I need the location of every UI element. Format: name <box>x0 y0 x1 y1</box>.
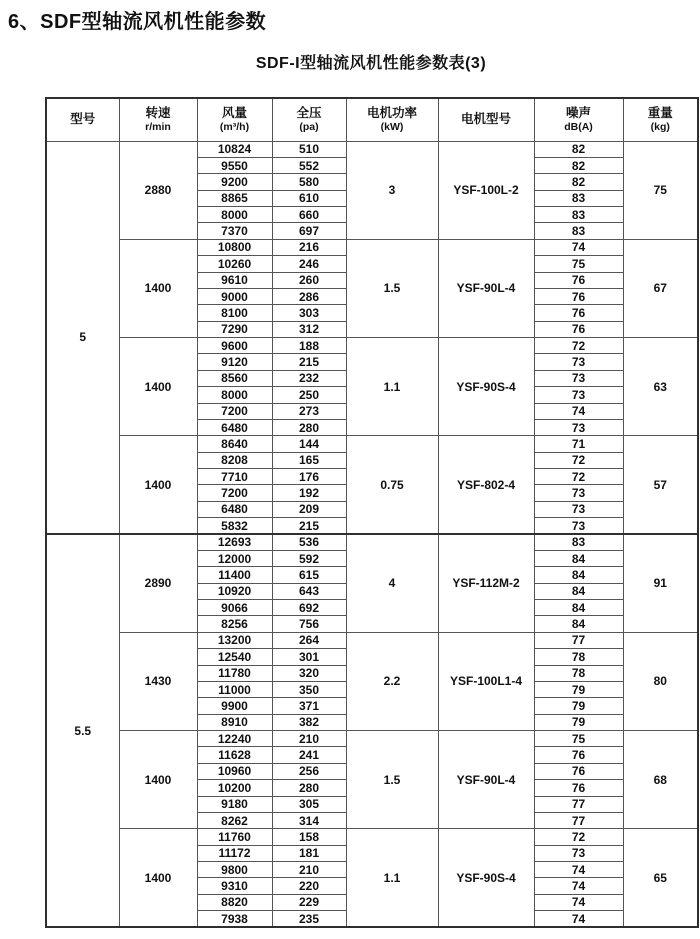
cell-pressure: 241 <box>272 747 346 763</box>
cell-airflow: 11628 <box>197 747 272 763</box>
cell-airflow: 11780 <box>197 665 272 681</box>
table-row <box>46 239 698 255</box>
cell-airflow: 10260 <box>197 256 272 272</box>
cell-noise: 76 <box>534 288 623 304</box>
cell-pressure: 232 <box>272 370 346 386</box>
column-header-5 <box>438 98 534 141</box>
column-label: 转速 <box>145 105 171 120</box>
cell-airflow: 8208 <box>197 452 272 468</box>
cell-noise: 73 <box>534 501 623 517</box>
cell-airflow: 11000 <box>197 681 272 697</box>
cell-airflow: 9066 <box>197 600 272 616</box>
cell-motor: YSF-90L-4 <box>438 731 534 829</box>
cell-airflow: 8000 <box>197 387 272 403</box>
cell-noise: 78 <box>534 665 623 681</box>
cell-motor: YSF-112M-2 <box>438 534 534 632</box>
column-unit: (pa) <box>299 121 319 134</box>
cell-pressure: 144 <box>272 436 346 452</box>
cell-airflow: 9600 <box>197 338 272 354</box>
cell-weight: 57 <box>623 436 698 534</box>
cell-pressure: 536 <box>272 534 346 550</box>
cell-noise: 84 <box>534 550 623 566</box>
cell-noise: 83 <box>534 207 623 223</box>
cell-speed: 1400 <box>119 436 197 534</box>
column-header-3 <box>272 98 346 141</box>
cell-pressure: 220 <box>272 878 346 894</box>
cell-pressure: 314 <box>272 812 346 828</box>
cell-noise: 83 <box>534 223 623 239</box>
cell-pressure: 260 <box>272 272 346 288</box>
cell-motor: YSF-100L1-4 <box>438 632 534 730</box>
cell-weight: 75 <box>623 141 698 239</box>
table-header <box>46 98 698 141</box>
cell-pressure: 209 <box>272 501 346 517</box>
cell-motor: YSF-90S-4 <box>438 829 534 927</box>
cell-noise: 84 <box>534 567 623 583</box>
cell-pressure: 192 <box>272 485 346 501</box>
cell-noise: 77 <box>534 812 623 828</box>
column-label: 风量 <box>221 105 247 120</box>
cell-airflow: 7290 <box>197 321 272 337</box>
table-row <box>46 141 698 157</box>
cell-pressure: 643 <box>272 583 346 599</box>
cell-airflow: 9800 <box>197 862 272 878</box>
cell-pressure: 510 <box>272 141 346 157</box>
cell-noise: 72 <box>534 469 623 485</box>
cell-pressure: 592 <box>272 550 346 566</box>
cell-airflow: 8256 <box>197 616 272 632</box>
cell-pressure: 210 <box>272 862 346 878</box>
column-unit: (kg) <box>650 121 670 134</box>
cell-airflow: 12000 <box>197 550 272 566</box>
cell-weight: 68 <box>623 731 698 829</box>
cell-noise: 75 <box>534 256 623 272</box>
cell-model: 5.5 <box>46 534 119 927</box>
cell-noise: 74 <box>534 862 623 878</box>
cell-pressure: 246 <box>272 256 346 272</box>
cell-pressure: 312 <box>272 321 346 337</box>
cell-pressure: 371 <box>272 698 346 714</box>
cell-weight: 80 <box>623 632 698 730</box>
cell-airflow: 10800 <box>197 239 272 255</box>
cell-noise: 74 <box>534 403 623 419</box>
column-label: 全压 <box>296 105 322 120</box>
table-row <box>46 338 698 354</box>
cell-power: 0.75 <box>346 436 438 534</box>
column-label: 重量 <box>647 105 673 120</box>
cell-noise: 74 <box>534 239 623 255</box>
cell-power: 1.5 <box>346 239 438 337</box>
cell-power: 1.1 <box>346 338 438 436</box>
cell-airflow: 8640 <box>197 436 272 452</box>
cell-noise: 78 <box>534 649 623 665</box>
cell-pressure: 229 <box>272 894 346 910</box>
column-label: 噪声 <box>565 105 591 120</box>
cell-noise: 83 <box>534 190 623 206</box>
cell-noise: 83 <box>534 534 623 550</box>
cell-airflow: 7200 <box>197 403 272 419</box>
column-header-2 <box>197 98 272 141</box>
table-body <box>46 141 698 927</box>
cell-noise: 73 <box>534 370 623 386</box>
cell-pressure: 256 <box>272 763 346 779</box>
cell-pressure: 216 <box>272 239 346 255</box>
cell-airflow: 11400 <box>197 567 272 583</box>
cell-speed: 1400 <box>119 239 197 337</box>
cell-noise: 74 <box>534 894 623 910</box>
cell-noise: 72 <box>534 452 623 468</box>
cell-noise: 73 <box>534 354 623 370</box>
cell-pressure: 286 <box>272 288 346 304</box>
cell-noise: 82 <box>534 174 623 190</box>
cell-speed: 2880 <box>119 141 197 239</box>
cell-motor: YSF-100L-2 <box>438 141 534 239</box>
cell-airflow: 12240 <box>197 731 272 747</box>
cell-pressure: 158 <box>272 829 346 845</box>
cell-airflow: 8820 <box>197 894 272 910</box>
cell-weight: 63 <box>623 338 698 436</box>
cell-pressure: 305 <box>272 796 346 812</box>
cell-noise: 74 <box>534 878 623 894</box>
cell-noise: 73 <box>534 518 623 534</box>
cell-airflow: 10960 <box>197 763 272 779</box>
column-unit: dB(A) <box>564 121 593 134</box>
cell-noise: 73 <box>534 485 623 501</box>
cell-weight: 65 <box>623 829 698 927</box>
cell-noise: 76 <box>534 747 623 763</box>
cell-pressure: 250 <box>272 387 346 403</box>
cell-noise: 71 <box>534 436 623 452</box>
cell-airflow: 13200 <box>197 632 272 648</box>
cell-speed: 1400 <box>119 829 197 927</box>
page-title: 6、SDF型轴流风机性能参数 <box>8 11 267 33</box>
cell-noise: 77 <box>534 632 623 648</box>
table-row <box>46 534 698 550</box>
cell-pressure: 615 <box>272 567 346 583</box>
cell-pressure: 280 <box>272 419 346 435</box>
cell-pressure: 215 <box>272 518 346 534</box>
column-unit: (kW) <box>380 121 404 134</box>
cell-airflow: 9120 <box>197 354 272 370</box>
cell-noise: 77 <box>534 796 623 812</box>
cell-airflow: 5832 <box>197 518 272 534</box>
column-header-6 <box>534 98 623 141</box>
cell-noise: 76 <box>534 305 623 321</box>
cell-pressure: 176 <box>272 469 346 485</box>
cell-airflow: 9310 <box>197 878 272 894</box>
cell-airflow: 8910 <box>197 714 272 730</box>
column-header-1 <box>119 98 197 141</box>
cell-noise: 76 <box>534 272 623 288</box>
cell-power: 4 <box>346 534 438 632</box>
cell-noise: 84 <box>534 616 623 632</box>
cell-pressure: 273 <box>272 403 346 419</box>
cell-airflow: 8865 <box>197 190 272 206</box>
cell-noise: 73 <box>534 845 623 861</box>
cell-pressure: 264 <box>272 632 346 648</box>
cell-speed: 1430 <box>119 632 197 730</box>
cell-pressure: 580 <box>272 174 346 190</box>
cell-pressure: 350 <box>272 681 346 697</box>
column-unit: (m³/h) <box>219 121 250 134</box>
cell-motor: YSF-90S-4 <box>438 338 534 436</box>
cell-pressure: 320 <box>272 665 346 681</box>
cell-weight: 67 <box>623 239 698 337</box>
cell-airflow: 11172 <box>197 845 272 861</box>
cell-airflow: 10200 <box>197 780 272 796</box>
column-unit: r/min <box>145 121 171 134</box>
cell-noise: 76 <box>534 321 623 337</box>
cell-airflow: 10824 <box>197 141 272 157</box>
cell-pressure: 382 <box>272 714 346 730</box>
cell-noise: 79 <box>534 714 623 730</box>
cell-pressure: 301 <box>272 649 346 665</box>
cell-airflow: 10920 <box>197 583 272 599</box>
cell-pressure: 215 <box>272 354 346 370</box>
performance-table <box>45 97 699 928</box>
cell-speed: 2890 <box>119 534 197 632</box>
cell-airflow: 9610 <box>197 272 272 288</box>
cell-airflow: 9180 <box>197 796 272 812</box>
cell-airflow: 9550 <box>197 157 272 173</box>
cell-noise: 72 <box>534 338 623 354</box>
cell-airflow: 8560 <box>197 370 272 386</box>
cell-pressure: 303 <box>272 305 346 321</box>
cell-noise: 79 <box>534 698 623 714</box>
cell-airflow: 6480 <box>197 419 272 435</box>
column-label: 电机功率 <box>366 105 417 120</box>
cell-noise: 84 <box>534 600 623 616</box>
cell-pressure: 660 <box>272 207 346 223</box>
table-row <box>46 632 698 648</box>
cell-pressure: 610 <box>272 190 346 206</box>
cell-pressure: 552 <box>272 157 346 173</box>
cell-pressure: 697 <box>272 223 346 239</box>
cell-noise: 73 <box>534 419 623 435</box>
table-title: SDF-I型轴流风机性能参数表(3) <box>255 55 487 72</box>
cell-airflow: 12540 <box>197 649 272 665</box>
table-row <box>46 829 698 845</box>
cell-power: 2.2 <box>346 632 438 730</box>
cell-pressure: 165 <box>272 452 346 468</box>
cell-power: 1.1 <box>346 829 438 927</box>
cell-pressure: 181 <box>272 845 346 861</box>
cell-noise: 79 <box>534 681 623 697</box>
cell-airflow: 8262 <box>197 812 272 828</box>
cell-motor: YSF-90L-4 <box>438 239 534 337</box>
cell-speed: 1400 <box>119 338 197 436</box>
cell-noise: 82 <box>534 157 623 173</box>
cell-pressure: 210 <box>272 731 346 747</box>
cell-pressure: 235 <box>272 911 346 927</box>
cell-weight: 91 <box>623 534 698 632</box>
cell-power: 1.5 <box>346 731 438 829</box>
cell-noise: 84 <box>534 583 623 599</box>
header-row <box>46 98 698 141</box>
cell-airflow: 7370 <box>197 223 272 239</box>
cell-airflow: 6480 <box>197 501 272 517</box>
cell-airflow: 8000 <box>197 207 272 223</box>
cell-airflow: 7938 <box>197 911 272 927</box>
cell-noise: 74 <box>534 911 623 927</box>
cell-noise: 73 <box>534 387 623 403</box>
cell-pressure: 692 <box>272 600 346 616</box>
cell-pressure: 756 <box>272 616 346 632</box>
cell-speed: 1400 <box>119 731 197 829</box>
cell-noise: 76 <box>534 780 623 796</box>
cell-motor: YSF-802-4 <box>438 436 534 534</box>
cell-airflow: 7200 <box>197 485 272 501</box>
cell-airflow: 12693 <box>197 534 272 550</box>
cell-model: 5 <box>46 141 119 534</box>
cell-airflow: 11760 <box>197 829 272 845</box>
cell-pressure: 188 <box>272 338 346 354</box>
column-label: 电机型号 <box>460 111 511 126</box>
column-header-0 <box>46 98 119 141</box>
cell-noise: 76 <box>534 763 623 779</box>
cell-airflow: 9900 <box>197 698 272 714</box>
table-row <box>46 436 698 452</box>
cell-airflow: 9000 <box>197 288 272 304</box>
cell-noise: 72 <box>534 829 623 845</box>
cell-pressure: 280 <box>272 780 346 796</box>
cell-noise: 82 <box>534 141 623 157</box>
cell-airflow: 8100 <box>197 305 272 321</box>
cell-airflow: 9200 <box>197 174 272 190</box>
column-label: 型号 <box>70 111 96 126</box>
table-row <box>46 731 698 747</box>
cell-noise: 75 <box>534 731 623 747</box>
cell-power: 3 <box>346 141 438 239</box>
column-header-4 <box>346 98 438 141</box>
column-header-7 <box>623 98 698 141</box>
cell-airflow: 7710 <box>197 469 272 485</box>
